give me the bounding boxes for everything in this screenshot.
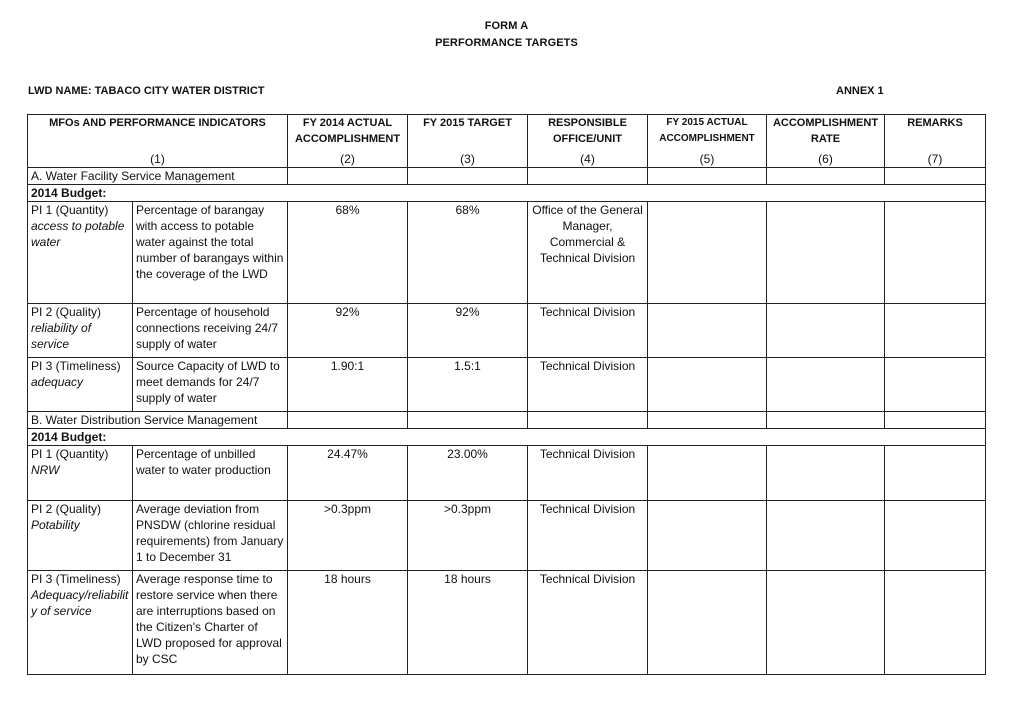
pi-description: Percentage of household connections receiving 24/7 supply of water — [133, 303, 288, 357]
fy2014-value: 92% — [288, 303, 408, 357]
col-number: (3) — [408, 151, 528, 168]
fy2014-value: >0.3ppm — [288, 500, 408, 570]
rate-cell — [767, 303, 885, 357]
col-number: (2) — [288, 151, 408, 168]
pi-cell — [28, 303, 133, 357]
section-row — [28, 167, 986, 184]
fy2014-value: 24.47% — [288, 445, 408, 500]
fy2015-actual-cell — [648, 357, 767, 411]
remarks-cell — [885, 500, 986, 570]
table-row — [28, 303, 986, 357]
performance-targets-table — [27, 114, 986, 675]
column-header-row — [28, 115, 986, 151]
pi-cell — [28, 201, 133, 303]
col-number: (7) — [885, 151, 986, 168]
budget-row — [28, 428, 986, 445]
pi-subject: access to potable water — [31, 218, 125, 249]
annex-label: ANNEX 1 — [836, 85, 884, 97]
col-number: (6) — [767, 151, 885, 168]
pi-label: PI 2 (Quality) — [31, 501, 102, 516]
table-row — [28, 445, 986, 500]
remarks-cell — [885, 357, 986, 411]
pi-description: Percentage of unbilled water to water production — [133, 445, 288, 500]
pi-subject: Adequacy/reliabilit y of service — [31, 587, 129, 618]
section-row — [28, 411, 986, 428]
pi-label: PI 1 (Quantity) — [31, 446, 109, 461]
fy2015-target-value: 1.5:1 — [408, 357, 528, 411]
col-number: (5) — [648, 151, 767, 168]
pi-cell — [28, 500, 133, 570]
responsible-office: Office of the General Manager, Commercial & Technical Division — [528, 201, 648, 303]
fy2015-actual-cell — [648, 445, 767, 500]
pi-cell — [28, 445, 133, 500]
fy2014-value: 1.90:1 — [288, 357, 408, 411]
pi-description: Percentage of barangay with access to potable water against the total number of barangays within the coverage of the LWD — [133, 201, 288, 303]
col-number: (1) — [28, 151, 288, 168]
responsible-office: Technical Division — [528, 500, 648, 570]
fy2015-target-value: >0.3ppm — [408, 500, 528, 570]
remarks-cell — [885, 303, 986, 357]
pi-description: Average deviation from PNSDW (chlorine residual requirements) from January 1 to December 31 — [133, 500, 288, 570]
pi-label: PI 3 (Timeliness) — [31, 358, 121, 373]
column-number-row — [28, 151, 986, 168]
fy2015-target-value: 23.00% — [408, 445, 528, 500]
pi-description: Average response time to restore service when there are interruptions based on the Citizen's Charter of LWD proposed for approval by CSC — [133, 570, 288, 674]
remarks-cell — [885, 445, 986, 500]
fy2015-actual-cell — [648, 303, 767, 357]
form-title: FORM A — [484, 20, 529, 32]
form-subtitle: PERFORMANCE TARGETS — [435, 37, 578, 49]
table-row — [28, 201, 986, 303]
fy2015-target-value: 68% — [408, 201, 528, 303]
remarks-cell — [885, 201, 986, 303]
col-header-fy2015-target: FY 2015 TARGET — [408, 115, 528, 151]
pi-label: PI 1 (Quantity) — [31, 202, 109, 217]
responsible-office: Technical Division — [528, 445, 648, 500]
fy2014-value: 68% — [288, 201, 408, 303]
pi-description: Source Capacity of LWD to meet demands for 24/7 supply of water — [133, 357, 288, 411]
rate-cell — [767, 445, 885, 500]
fy2015-actual-cell — [648, 201, 767, 303]
col-number: (4) — [528, 151, 648, 168]
col-header-remarks: REMARKS — [885, 115, 986, 151]
pi-subject: reliability of service — [31, 320, 92, 351]
section-title: A. Water Facility Service Management — [28, 167, 288, 184]
budget-row — [28, 184, 986, 201]
responsible-office: Technical Division — [528, 303, 648, 357]
rate-cell — [767, 500, 885, 570]
responsible-office: Technical Division — [528, 570, 648, 674]
pi-subject: adequacy — [31, 374, 84, 389]
rate-cell — [767, 570, 885, 674]
fy2015-actual-cell — [648, 570, 767, 674]
pi-cell — [28, 570, 133, 674]
fy2014-value: 18 hours — [288, 570, 408, 674]
budget-label: 2014 Budget: — [28, 184, 986, 201]
col-header-fy2015-actual: FY 2015 ACTUAL ACCOMPLISHMENT — [648, 115, 767, 151]
responsible-office: Technical Division — [528, 357, 648, 411]
section-title: B. Water Distribution Service Management — [28, 411, 288, 428]
table-row — [28, 570, 986, 674]
remarks-cell — [885, 570, 986, 674]
col-header-office: RESPONSIBLE OFFICE/UNIT — [528, 115, 648, 151]
lwd-name: LWD NAME: TABACO CITY WATER DISTRICT — [28, 85, 265, 97]
pi-subject: Potability — [31, 517, 80, 532]
pi-subject: NRW — [31, 462, 60, 477]
pi-label: PI 2 (Quality) — [31, 304, 102, 319]
table-row — [28, 500, 986, 570]
rate-cell — [767, 357, 885, 411]
pi-label: PI 3 (Timeliness) — [31, 571, 121, 586]
fy2015-target-value: 92% — [408, 303, 528, 357]
col-header-mfo: MFOs AND PERFORMANCE INDICATORS — [28, 115, 288, 151]
pi-cell — [28, 357, 133, 411]
col-header-rate: ACCOMPLISHMENT RATE — [767, 115, 885, 151]
col-header-fy2014: FY 2014 ACTUAL ACCOMPLISHMENT — [288, 115, 408, 151]
fy2015-target-value: 18 hours — [408, 570, 528, 674]
fy2015-actual-cell — [648, 500, 767, 570]
budget-label: 2014 Budget: — [28, 428, 986, 445]
table-row — [28, 357, 986, 411]
rate-cell — [767, 201, 885, 303]
